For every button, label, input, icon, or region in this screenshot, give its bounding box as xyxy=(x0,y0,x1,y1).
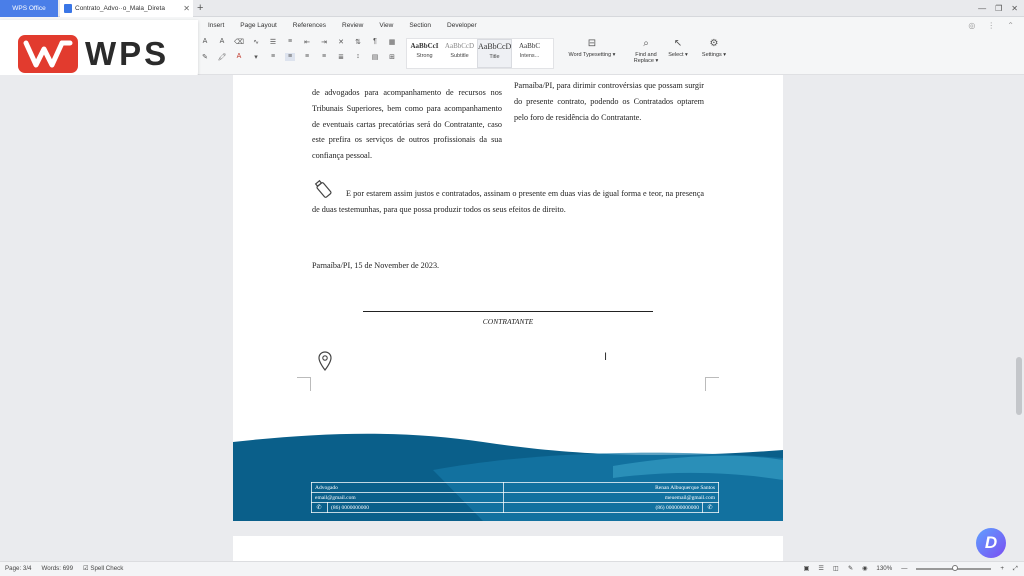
eraser-icon[interactable]: ✎ xyxy=(202,54,208,61)
font-size-up-icon[interactable]: A xyxy=(219,38,225,45)
menu-developer[interactable]: Developer xyxy=(447,22,477,29)
scrollbar-thumb[interactable] xyxy=(1016,357,1022,415)
style-subtitle[interactable]: AaBbCcD Subtitle xyxy=(444,42,475,59)
zoom-in-icon[interactable]: + xyxy=(1000,565,1005,572)
word-count[interactable]: Words: 699 xyxy=(41,565,74,572)
word-typesetting-button[interactable]: ⊟ Word Typesetting ▾ xyxy=(561,38,623,58)
justify-icon[interactable]: ≡ xyxy=(321,53,327,60)
zoom-slider[interactable] xyxy=(916,568,991,570)
margin-marker-left xyxy=(297,377,311,391)
style-strong[interactable]: AaBbCcI Strong xyxy=(410,42,439,59)
footer-right-email[interactable]: meuemail@gmail.com xyxy=(504,493,719,503)
signature-label[interactable]: CONTRATANTE xyxy=(482,317,534,326)
text-cursor-icon: I xyxy=(604,351,608,363)
align-center-icon[interactable]: ≡ xyxy=(285,53,295,61)
select-button[interactable]: ↖ Select ▾ xyxy=(664,38,692,58)
wps-w-logo-icon xyxy=(18,35,78,73)
numbering-icon[interactable]: ≡ xyxy=(287,38,293,45)
decrease-indent-icon[interactable]: ⇤ xyxy=(304,39,310,46)
protect-icon[interactable]: ◉ xyxy=(862,565,868,572)
print-layout-icon[interactable]: ▣ xyxy=(803,565,810,572)
align-left-icon[interactable]: ≡ xyxy=(270,53,276,60)
window-controls xyxy=(978,0,1018,17)
next-page[interactable] xyxy=(233,536,783,561)
menu-review[interactable]: Review xyxy=(342,22,364,29)
outline-icon[interactable]: ✎ xyxy=(847,565,853,572)
settings-button[interactable]: ⚙ Settings ▾ xyxy=(698,38,730,58)
web-layout-icon[interactable]: ☰ xyxy=(818,565,824,572)
borders-icon[interactable]: ▦ xyxy=(388,39,396,46)
font-size-down-icon[interactable]: A xyxy=(202,38,208,45)
style-title[interactable]: AaBbCcD Title xyxy=(477,39,512,68)
wps-logo-text: WPS xyxy=(85,35,170,72)
new-tab-button[interactable]: + xyxy=(197,2,204,14)
document-icon xyxy=(64,4,72,13)
document-canvas[interactable] xyxy=(0,75,1024,561)
whatsapp-icon: ✆ xyxy=(707,505,713,511)
menu-references[interactable]: References xyxy=(292,22,327,29)
clear-format-icon[interactable]: ⌫ xyxy=(234,39,244,46)
style-intense[interactable]: AaBbC Intens... xyxy=(519,42,540,59)
settings-icon: ⚙ xyxy=(709,38,719,49)
footer-left-phone[interactable]: (86) 0000000000 xyxy=(328,503,504,513)
close-tab-icon[interactable]: ✕ xyxy=(183,4,190,13)
place-date-line[interactable]: Parnaíba/PI, 15 de November de 2023. xyxy=(312,261,440,270)
magnifier-icon: ⌕ xyxy=(643,38,649,49)
assistant-badge-icon[interactable]: D xyxy=(976,528,1006,558)
typesetting-icon: ⊟ xyxy=(587,38,597,49)
menu-view[interactable]: View xyxy=(379,22,394,29)
shading-icon[interactable]: ▤ xyxy=(371,54,379,61)
closing-paragraph[interactable]: E por estarem assim justos e contratados, assinam o presente em duas vias de igual forma e teor, na presença de duas testemunhas, para que possa produzir todos os seus efeitos de direito. xyxy=(312,189,704,214)
document-tab[interactable] xyxy=(60,0,193,17)
font-color-icon[interactable]: A xyxy=(236,53,242,60)
chinese-layout-icon[interactable]: ✕ xyxy=(338,39,344,46)
align-right-icon[interactable]: ≡ xyxy=(304,53,310,60)
vertical-scrollbar[interactable] xyxy=(1014,75,1024,561)
collapse-ribbon-icon[interactable]: ⌃ xyxy=(1007,21,1014,30)
document-tab-label: Contrato_Advo··o_Mala_Direta xyxy=(75,5,165,12)
reading-mode-icon[interactable]: ◫ xyxy=(832,565,839,572)
close-window-icon[interactable]: ✕ xyxy=(1011,4,1018,13)
menu-insert[interactable]: Insert xyxy=(208,22,225,29)
whatsapp-icon: ✆ xyxy=(316,505,322,511)
restore-icon[interactable]: ❐ xyxy=(995,4,1003,13)
left-column-text[interactable]: de advogados para acompanhamento de recursos nos Tribunais Superiores, bem como para acompanhamento de eventuais cartas precatórias será do Contratante, caso este prefira os serviços de outros profissionais da sua confiança pessoal. xyxy=(312,88,502,161)
footer-right-title[interactable]: Renan Albuquerque Santos xyxy=(504,483,719,493)
location-pin-icon xyxy=(318,351,332,371)
right-column-text[interactable]: Parnaíba/PI, para dirimir controvérsias que possam surgir do presente contrato, podendo os Contratados optarem pelo foro de residência do Contratante. xyxy=(514,81,704,122)
zoom-slider-knob[interactable] xyxy=(952,565,958,571)
wps-office-tab[interactable]: WPS Office xyxy=(0,0,58,17)
pointer-icon: ↖ xyxy=(673,38,683,49)
footer-right-phone[interactable]: (86) 000000000000 xyxy=(504,503,703,513)
feedback-icon[interactable]: ◎ xyxy=(968,21,976,30)
line-spacing-icon[interactable]: ↕ xyxy=(356,53,360,60)
find-replace-button[interactable]: ⌕ Find and Replace ▾ xyxy=(628,38,664,64)
menu-page-layout[interactable]: Page Layout xyxy=(240,22,277,29)
highlight-icon[interactable]: 🖍 xyxy=(217,54,227,61)
margin-marker-right xyxy=(705,377,719,391)
spell-check-button[interactable]: ☑ Spell Check xyxy=(83,565,124,572)
bullets-icon[interactable]: ☰ xyxy=(269,39,277,46)
border-line-icon[interactable]: ⊞ xyxy=(389,54,395,61)
zoom-level[interactable]: 130% xyxy=(876,565,893,572)
menu-section[interactable]: Section xyxy=(409,22,432,29)
dropdown-icon[interactable]: ▾ xyxy=(254,54,258,61)
signature-line xyxy=(363,311,653,312)
more-icon[interactable]: ⋮ xyxy=(987,21,996,30)
distribute-icon[interactable]: ≣ xyxy=(338,54,344,61)
spell-check-icon: ☑ xyxy=(83,565,89,572)
status-bar xyxy=(0,561,1024,576)
show-marks-icon[interactable]: ¶ xyxy=(373,38,377,45)
page-indicator[interactable]: Page: 3/4 xyxy=(5,565,32,572)
footer-left-title[interactable]: Advogado xyxy=(312,483,504,493)
zoom-out-icon[interactable]: — xyxy=(901,565,908,572)
footer-contact-table xyxy=(311,482,719,513)
sort-icon[interactable]: ⇅ xyxy=(355,39,361,46)
footer-left-email[interactable]: email@gmail.com xyxy=(312,493,504,503)
text-effect-icon[interactable]: ∿ xyxy=(253,39,259,46)
styles-gallery xyxy=(406,38,554,69)
title-bar xyxy=(0,0,1024,17)
increase-indent-icon[interactable]: ⇥ xyxy=(321,39,327,46)
document-page[interactable] xyxy=(233,75,783,521)
fit-window-icon[interactable]: ⤢ xyxy=(1013,565,1018,572)
minimize-icon[interactable]: — xyxy=(978,4,987,13)
